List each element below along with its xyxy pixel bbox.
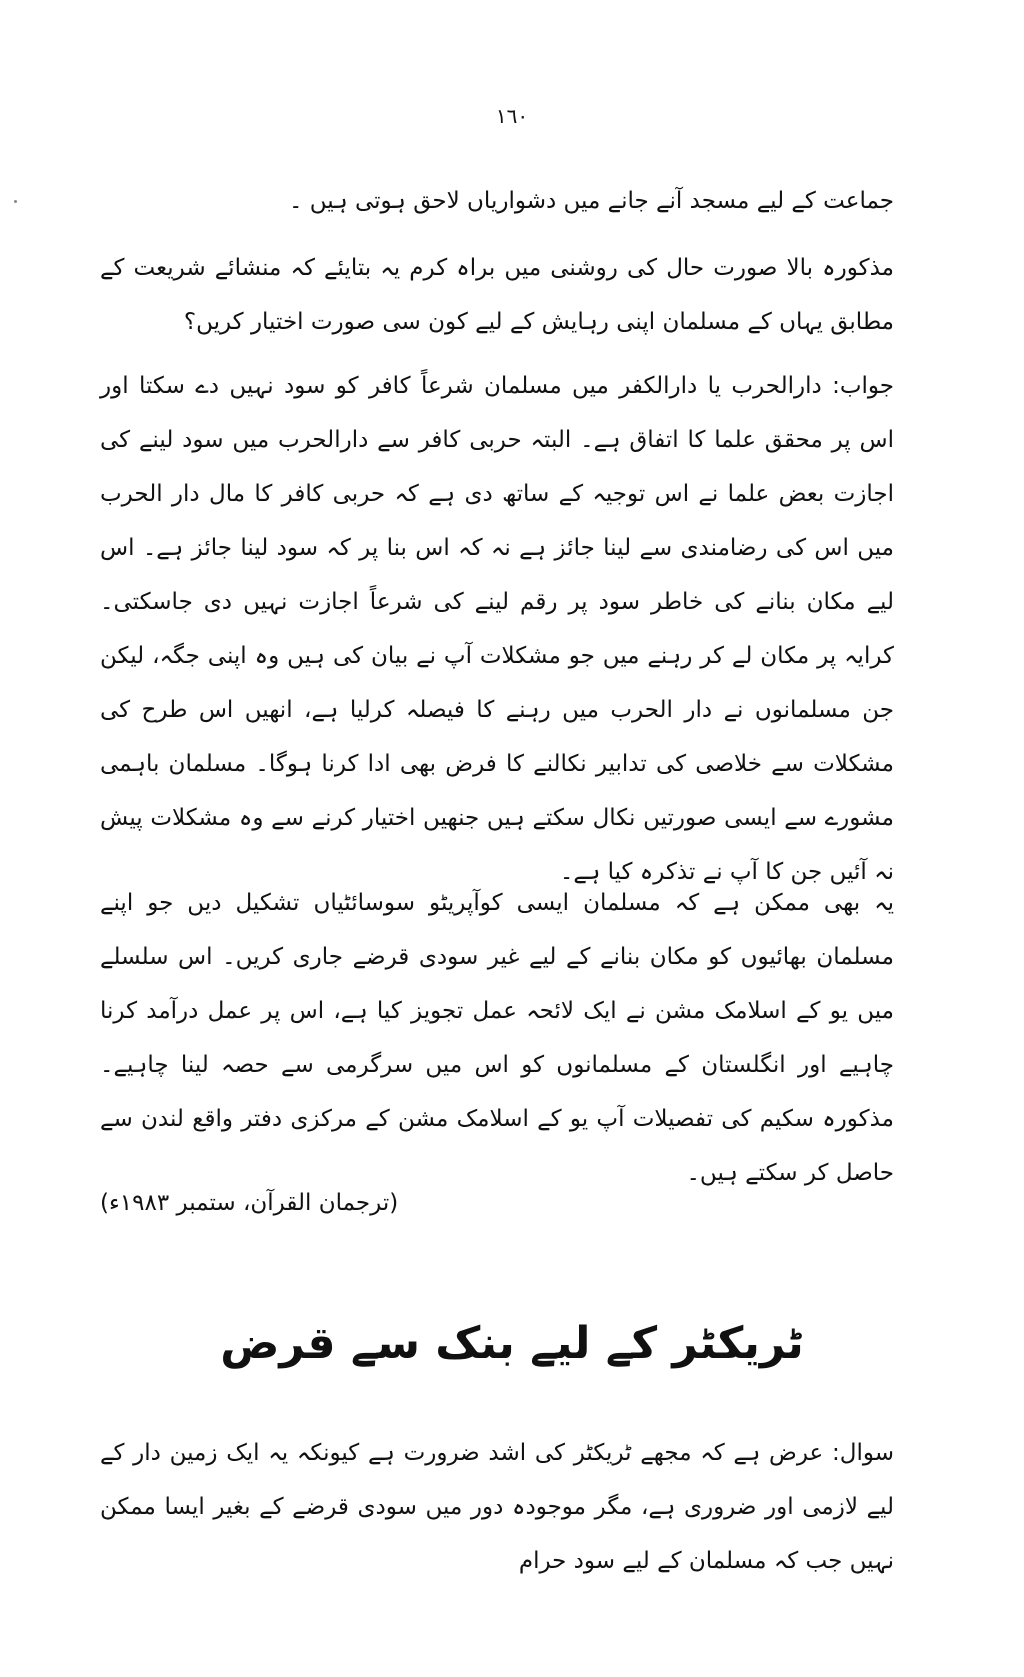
paragraph-answer: جواب: دارالحرب یا دارالکفر میں مسلمان شرعاً کافر کو سود نہیں دے سکتا اور اس پر محقق علما کا اتفاق ہے۔ البتہ حربی کافر سے دارالحرب میں سود لینے کی اجازت بعض علما نے اس توجیہ کے ساتھ دی ہے کہ حربی کافر کا مال دار الحرب میں اس کی رضامندی سے لینا جائز ہے نہ کہ اس بنا پر کہ سود لینا جائز ہے۔ اس لیے مکان بنانے کی خاطر سود پر رقم لینے کی شرعاً اجازت نہیں دی جاسکتی۔ کرایہ پر مکان لے کر رہنے میں جو مشکلات آپ نے بیان کی ہیں وہ اپنی جگہ، لیکن جن مسلمانوں نے دار الحرب میں رہنے کا فیصلہ کرلیا ہے، انھیں اس طرح کی مشکلات سے خلاصی کی تدابیر نکالنے کا فرض بھی ادا کرنا ہوگا۔ مسلمان باہمی مشورے سے ایسی صورتیں نکال سکتے ہیں جنھیں اختیار کرنے سے وہ مشکلات پیش نہ آئیں جن کا آپ نے تذکرہ کیا ہے۔ (100, 373, 894, 885)
paragraph-new-question: سوال: عرض ہے کہ مجھے ٹریکٹر کی اشد ضرورت ہے کیونکہ یہ ایک زمین دار کے لیے لازمی اور ضروری ہے، مگر موجودہ دور میں سودی قرضے کے بغیر ایسا ممکن نہیں جب کہ مسلمان کے لیے سود حرام (100, 1440, 894, 1574)
paragraph-cooperative: یہ بھی ممکن ہے کہ مسلمان ایسی کوآپریٹو سوسائٹیاں تشکیل دیں جو اپنے مسلمان بھائیوں کو مکان بنانے کے لیے غیر سودی قرضے جاری کریں۔ اس سلسلے میں یو کے اسلامک مشن نے ایک لائحہ عمل تجویز کیا ہے، اس پر عمل درآمد کرنا چاہیے اور انگلستان کے مسلمانوں کو اس میں سرگرمی سے حصہ لینا چاہیے۔ مذکورہ سکیم کی تفصیلات آپ یو کے اسلامک مشن کے مرکزی دفتر واقع لندن سے حاصل کر سکتے ہیں۔ (100, 890, 894, 1186)
source-citation: (ترجمان القرآن، ستمبر ۱۹۸۳ء) (100, 1190, 399, 1216)
section-heading: ٹریکٹر کے لیے بنک سے قرض (220, 1318, 804, 1369)
scan-speck (14, 200, 17, 203)
paragraph-question-end: مذکورہ بالا صورت حال کی روشنی میں براہ کرم یہ بتایئے کہ منشائے شریعت کے مطابق یہاں کے مسلمان اپنی رہایش کے لیے کون سی صورت اختیار کریں؟ (100, 255, 894, 335)
page-number: ١٦٠ (495, 104, 529, 128)
paragraph-continuation: جماعت کے لیے مسجد آنے جانے میں دشواریاں لاحق ہوتی ہیں ۔ (288, 188, 894, 214)
